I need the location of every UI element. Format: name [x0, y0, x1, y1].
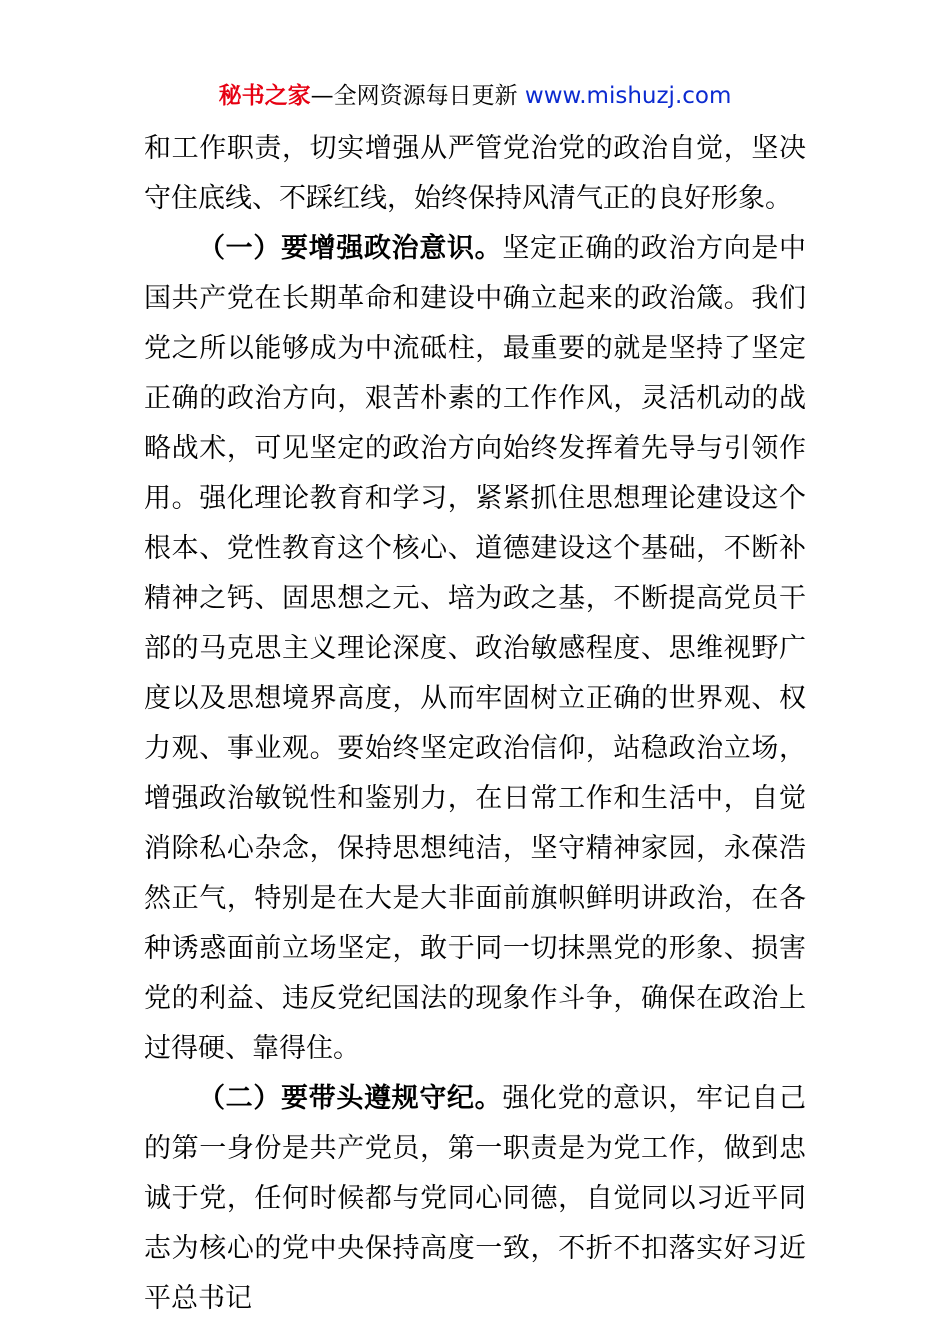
- page-header: [0, 78, 950, 114]
- site-url[interactable]: www.mishuzj.com: [524, 83, 732, 109]
- paragraph-continuation: [144, 124, 806, 224]
- paragraph-section-2: [144, 1074, 806, 1324]
- paragraph-text: 强化党的意识，牢记自己的第一身份是共产党员，第一职责是为党工作，做到忠诚于党，任何时候都与党同心同德，自觉同以习近平同志为核心的党中央保持高度一致，不折不扣落实好习近平总书记: [144, 1083, 807, 1314]
- site-tagline: —全网资源每日更新: [310, 83, 525, 109]
- site-brand: 秘书之家: [218, 83, 311, 109]
- paragraph-text: 坚定正确的政治方向是中国共产党在长期革命和建设中确立起来的政治箴。我们党之所以能够成为中流砥柱，最重要的就是坚持了坚定正确的政治方向，艰苦朴素的工作作风，灵活机动的战略战术，可见坚定的政治方向始终发挥着先导与引领作用。强化理论教育和学习，紧紧抓住思想理论建设这个根本、党性教育这个核心、道德建设这个基础，不断补精神之钙、固思想之元、培为政之基，不断提高党员干部的马克思主义理论深度、政治敏感程度、思维视野广度以及思想境界高度，从而牢固树立正确的世界观、权力观、事业观。要始终坚定政治信仰，站稳政治立场，增强政治敏锐性和鉴别力，在日常工作和生活中，自觉消除私心杂念，保持思想纯洁，坚守精神家园，永葆浩然正气，特别是在大是大非面前旗帜鲜明讲政治，在各种诱惑面前立场坚定，敢于同一切抹黑党的形象、损害党的利益、违反党纪国法的现象作斗争，确保在政治上过得硬、靠得住。: [144, 233, 807, 1064]
- section-heading: （一）要增强政治意识。: [198, 233, 503, 264]
- paragraph-text: 和工作职责，切实增强从严管党治党的政治自觉，坚决守住底线、不踩红线，始终保持风清气正的良好形象。: [144, 133, 806, 214]
- paragraph-section-1: [144, 224, 806, 1074]
- document-body: [144, 124, 806, 1324]
- section-heading: （二）要带头遵规守纪。: [198, 1083, 503, 1114]
